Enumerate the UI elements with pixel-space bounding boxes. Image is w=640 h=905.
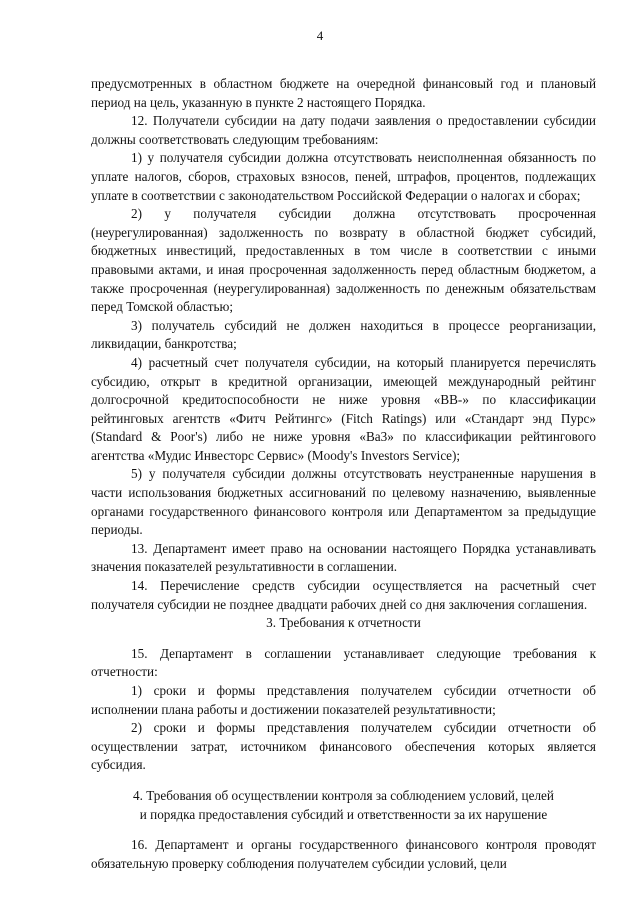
paragraph: 4) расчетный счет получателя субсидии, на который планируется перечислять субсидию, открыт в кредитной организации, имеющей международный рейтинг долгосрочной кредитоспособности не ниже уровня «ВВ-» по классификации рейтинговых агентств «Фитч Рейтингс» (Fitch Ratings) или «Стандарт энд Пурс» (Standard & Poor's) либо не ниже уровня «Ва3» по классификации рейтингового агентства «Мудис Инвесторс Сервис» (Moody's Investors Service); — [91, 354, 596, 463]
page-number: 4 — [316, 28, 324, 43]
paragraph: 1) у получателя субсидии должна отсутствовать неисполненная обязанность по уплате налогов, сборов, страховых взносов, пеней, штрафов, процентов, подлежащих уплате в соответствии с законодательством Российской Федерации о налогах и сборах; — [91, 150, 596, 203]
paragraph: 12. Получатели субсидии на дату подачи заявления о предоставлении субсидии должны соответствовать следующим требованиям: — [91, 113, 596, 147]
paragraph: 2) сроки и формы представления получателем субсидии отчетности об осуществлении затрат, источником финансового обеспечения которых является субсидия. — [91, 720, 596, 773]
spacer — [91, 775, 596, 787]
paragraph: 16. Департамент и органы государственного финансового контроля проводят обязательную проверку соблюдения получателем субсидии условий, цели — [91, 837, 596, 871]
section-heading: 3. Требования к отчетности — [266, 615, 421, 631]
section-heading: 4. Требования об осуществлении контроля за соблюдением условий, целей — [133, 787, 554, 803]
paragraph: 13. Департамент имеет право на основании настоящего Порядка устанавливать значения показателей результативности в соглашении. — [91, 540, 596, 575]
paragraph: 2) у получателя субсидии должна отсутствовать просроченная (неурегулированная) задолженность по возврату в областной бюджет субсидий, бюджетных инвестиций, предоставленных в том числе в соответствии с иными правовыми актами, и иная просроченная задолженность перед областным бюджетом, а также просроченная (неурегулированная) задолженность по денежным обязательствам перед Томской областью; — [91, 206, 596, 315]
spacer — [91, 824, 596, 836]
paragraph: 5) у получателя субсидии должны отсутствовать неустраненные нарушения в части использования бюджетных ассигнований по целевому назначению, выявленные органами государственного финансового контроля или Департаментом за предыдущие периоды. — [91, 466, 596, 538]
paragraph: предусмотренных в областном бюджете на очередной финансовый год и плановый период на цель, указанную в пункте 2 настоящего Порядка. — [91, 76, 596, 110]
paragraph: 1) сроки и формы представления получателем субсидии отчетности об исполнении плана работы и достижении показателей результативности; — [91, 683, 596, 717]
paragraph: 15. Департамент в соглашении устанавливает следующие требования к отчетности: — [91, 645, 596, 680]
section-heading: и порядка предоставления субсидий и ответственности за их нарушение — [139, 806, 548, 822]
spacer — [91, 633, 596, 645]
document-body — [91, 75, 596, 873]
paragraph: 14. Перечисление средств субсидии осуществляется на расчетный счет получателя субсидии не позднее двадцати рабочих дней со дня заключения соглашения. — [91, 578, 596, 612]
paragraph: 3) получатель субсидий не должен находиться в процессе реорганизации, ликвидации, банкротства; — [91, 317, 596, 352]
